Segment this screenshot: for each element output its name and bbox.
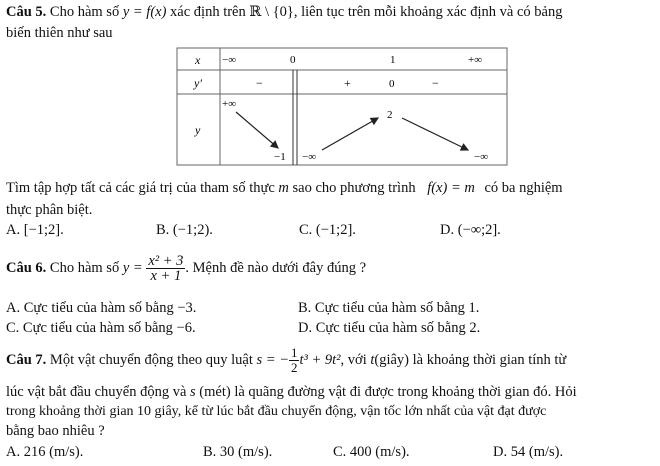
q5-option-c-key: C. — [299, 222, 313, 238]
q7-law-num: 1 — [290, 345, 298, 360]
q6-func-num: x² + 3 — [148, 253, 184, 269]
q7-line2-a: lúc vật bắt đầu chuyển động và — [6, 384, 187, 400]
q7-stem-a: Một vật chuyển động theo quy luật — [49, 351, 253, 368]
q7-option-a-text: 216 (m/s). — [23, 444, 84, 460]
q5-option-a-text: [−1;2]. — [23, 222, 64, 238]
y-pos-inf: +∞ — [222, 98, 237, 110]
q5-option-c-text: (−1;2]. — [315, 222, 356, 238]
arrow-decrease-1 — [236, 112, 278, 148]
q5-option-b[interactable] — [156, 222, 213, 239]
x-pos-inf: +∞ — [468, 54, 483, 66]
q5-question-c: có ba nghiệm — [484, 180, 563, 196]
table-y-label: y — [195, 123, 201, 137]
q5-equation: f(x) = m — [427, 180, 475, 196]
q5-option-d[interactable] — [440, 222, 501, 239]
q7-law-rhs: t³ + 9t² — [299, 351, 341, 368]
y-minus-one: −1 — [274, 151, 286, 163]
q5-option-b-key: B. — [156, 222, 170, 238]
q6-option-d-key: D. — [298, 320, 313, 336]
table-yprime-label: y′ — [194, 76, 202, 90]
q7-law-den: 2 — [290, 360, 298, 375]
q7-option-b-key: B. — [203, 444, 217, 460]
q5-question-line2: thực phân biệt. — [6, 202, 93, 218]
q6-option-b-text: Cực tiểu của hàm số bằng 1. — [314, 300, 480, 316]
arrow-decrease-2 — [402, 118, 468, 150]
q7-option-a-key: A. — [6, 444, 21, 460]
q7-line2-b: (mét) là quãng đường vật đi được trong khoảng thời gian đó. Hỏi — [199, 384, 577, 400]
q6-fraction — [146, 254, 185, 283]
q5-function: y = f(x) — [122, 4, 167, 20]
q5-option-d-key: D. — [440, 222, 455, 238]
y-neg-inf-right: −∞ — [474, 151, 489, 163]
q7-stem-line2 — [6, 384, 577, 401]
q5-option-a[interactable] — [6, 222, 64, 239]
q5-question-b: sao cho phương trình — [292, 180, 416, 196]
q5-option-a-key: A. — [6, 222, 21, 238]
q6-option-a-text: Cực tiểu của hàm số bằng −3. — [23, 300, 197, 316]
q7-stem-line1 — [6, 346, 566, 375]
q7-option-b-text: 30 (m/s). — [219, 444, 273, 460]
yp-zero: 0 — [389, 78, 395, 90]
q6-func-den: x + 1 — [150, 268, 182, 284]
q7-t-var: t — [370, 351, 375, 368]
q6-stem-b: . Mệnh đề nào dưới đây đúng ? — [185, 259, 367, 276]
y-two: 2 — [387, 109, 393, 121]
q7-option-d-key: D. — [493, 444, 508, 460]
q5-stem-c: , liên tục trên mỗi khoảng xác định và có bảng — [293, 4, 563, 20]
q5-question-a: Tìm tập hợp tất cả các giá trị của tham số thực — [6, 180, 275, 196]
q6-option-c-text: Cực tiểu của hàm số bằng −6. — [22, 320, 196, 336]
q7-option-c[interactable] — [333, 444, 410, 461]
q7-option-d-text: 54 (m/s). — [510, 444, 564, 460]
q6-option-a-key: A. — [6, 300, 21, 316]
variation-table — [0, 0, 660, 180]
q5-option-b-text: (−1;2). — [172, 222, 213, 238]
x-one: 1 — [390, 54, 396, 66]
q6-option-b[interactable] — [298, 300, 479, 317]
yp-sign-1: − — [256, 76, 263, 90]
q7-option-b[interactable] — [203, 444, 272, 461]
q6-option-d[interactable] — [298, 320, 480, 337]
q7-stem-line3: trong khoảng thời gian 10 giây, kể từ lúc bắt đầu chuyển động, vận tốc lớn nhất của vật đạt được — [6, 404, 547, 419]
q6-option-c[interactable] — [6, 320, 196, 337]
q7-option-c-text: 400 (m/s). — [349, 444, 410, 460]
q5-question-line1 — [6, 180, 563, 197]
q6-stem-a: Cho hàm số — [49, 259, 120, 276]
q6-func-lhs: y = — [122, 259, 143, 276]
q7-stem-b: , với — [340, 351, 367, 368]
q6-option-c-key: C. — [6, 320, 20, 336]
x-zero: 0 — [290, 54, 296, 66]
q7-stem-c: (giây) là khoảng thời gian tính từ — [374, 351, 567, 368]
q5-option-d-text: (−∞;2]. — [457, 222, 501, 238]
table-x-label: x — [195, 53, 201, 67]
q7-law-lhs: s = − — [256, 351, 289, 368]
yp-sign-3: − — [432, 76, 439, 90]
q5-stem-a: Cho hàm số — [49, 4, 120, 20]
q7-option-c-key: C. — [333, 444, 347, 460]
q6-option-a[interactable] — [6, 300, 196, 317]
q7-option-d[interactable] — [493, 444, 563, 461]
arrow-increase — [322, 118, 378, 150]
q7-law-fraction — [289, 346, 300, 375]
y-neg-inf-mid: −∞ — [302, 151, 317, 163]
q5-stem-b: xác định trên — [170, 4, 246, 20]
q5-domain: ℝ \ {0} — [249, 4, 294, 20]
x-neg-inf: −∞ — [222, 54, 237, 66]
q7-s-var: s — [190, 384, 196, 400]
q5-param: m — [278, 180, 289, 196]
q6-stem — [6, 254, 366, 283]
q7-label: Câu 7. — [6, 351, 47, 368]
q5-label: Câu 5. — [6, 4, 47, 20]
q6-option-d-text: Cực tiểu của hàm số bằng 2. — [315, 320, 481, 336]
q6-label: Câu 6. — [6, 259, 47, 276]
q7-option-a[interactable] — [6, 444, 83, 461]
q5-option-c[interactable] — [299, 222, 356, 239]
q7-stem-line4: bằng bao nhiêu ? — [6, 423, 105, 439]
yp-sign-2: + — [344, 76, 351, 90]
q6-option-b-key: B. — [298, 300, 312, 316]
q5-stem-line2: biến thiên như sau — [6, 25, 113, 41]
